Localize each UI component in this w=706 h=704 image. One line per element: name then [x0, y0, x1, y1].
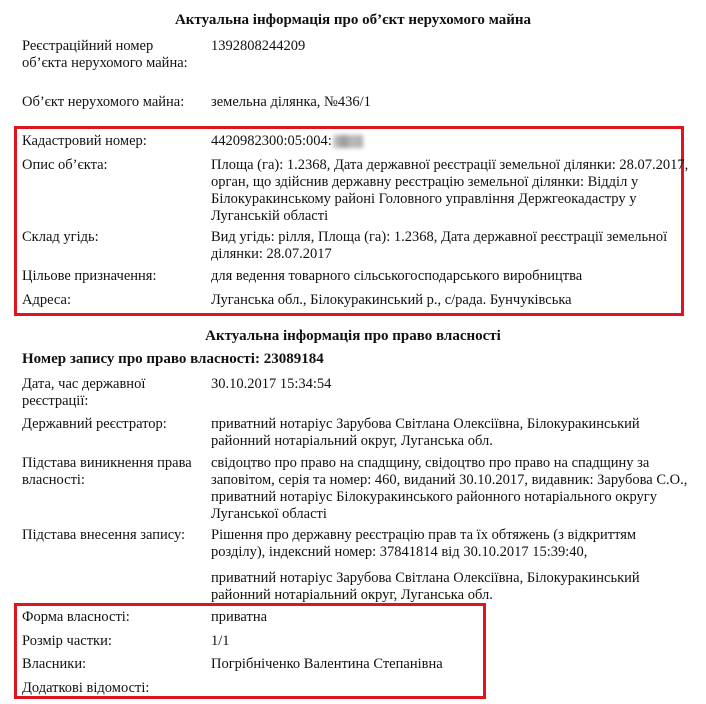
- label-object-description: Опис об’єкта:: [22, 157, 108, 173]
- label-ownership-basis: Підстава виникнення права власності:: [22, 455, 192, 488]
- cadastral-number-text: 4420982300:05:004:: [211, 133, 332, 149]
- value-share-size: 1/1: [211, 633, 230, 649]
- value-registration-datetime: 30.10.2017 15:34:54: [211, 376, 332, 392]
- value-entry-notary: приватний нотаріус Зарубова Світлана Олексіївна, Білокуракинський районний нотаріальний округ, Луганська обл.: [211, 570, 640, 603]
- label-share-size: Розмір частки:: [22, 633, 112, 649]
- redacted-blur: [333, 135, 363, 148]
- value-registrar: приватний нотаріус Зарубова Світлана Олексіївна, Білокуракинський районний нотаріальний округ, Луганська обл.: [211, 416, 640, 449]
- section-title-ownership: Актуальна інформація про право власності: [205, 328, 501, 344]
- section-title-property: Актуальна інформація про об’єкт нерухомого майна: [174, 12, 532, 28]
- value-address: Луганська обл., Білокуракинський р., с/рада. Бунчуківська: [211, 292, 572, 308]
- label-cadastral-number: Кадастровий номер:: [22, 133, 147, 149]
- label-purpose: Цільове призначення:: [22, 268, 157, 284]
- value-ownership-form: приватна: [211, 609, 268, 625]
- label-registration-datetime: Дата, час державної реєстрації:: [22, 376, 146, 409]
- value-entry-basis: Рішення про державну реєстрацію прав та їх обтяжень (з відкриттям розділу), індексний номер: 37841814 від 30.10.2017 15:39:40,: [211, 527, 637, 560]
- label-ownership-form: Форма власності:: [22, 609, 130, 625]
- label-address: Адреса:: [22, 292, 71, 308]
- value-object-description: Площа (га): 1.2368, Дата державної реєстрації земельної ділянки: 28.07.2017, орган, що здійснив державну реєстрацію земельної ділянки: Відділ у Білокуракинському районі Головного управління Держгеокадастру у Луганській області: [211, 157, 689, 224]
- value-owners: Погрібніченко Валентина Степанівна: [211, 656, 443, 672]
- label-additional-info: Додаткові відомості:: [22, 680, 150, 696]
- label-registrar: Державний реєстратор:: [22, 416, 167, 432]
- label-property-object: Об’єкт нерухомого майна:: [22, 94, 185, 110]
- label-entry-basis: Підстава внесення запису:: [22, 527, 186, 543]
- value-cadastral-number: [211, 133, 691, 150]
- value-registration-number: 1392808244209: [211, 38, 306, 54]
- value-property-object: земельна ділянка, №436/1: [211, 94, 371, 110]
- value-ownership-basis: свідоцтво про право на спадщину, свідоцтво про право на спадщину за заповітом, серія та номер: 460, виданий 30.10.2017, видавник: Зарубова С.О., приватний нотаріус Білокуракинського районного нотаріального округу Луганської області: [211, 455, 688, 522]
- value-land-composition: Вид угідь: рілля, Площа (га): 1.2368, Дата державної реєстрації земельної ділянки: 28.07.2017: [211, 229, 668, 262]
- label-land-composition: Склад угідь:: [22, 229, 99, 245]
- label-registration-number: Реєстраційний номер об’єкта нерухомого майна:: [22, 38, 188, 71]
- ownership-record-number: Номер запису про право власності: 23089184: [22, 351, 324, 367]
- value-purpose: для ведення товарного сільськогосподарського виробництва: [211, 268, 583, 284]
- label-owners: Власники:: [22, 656, 87, 672]
